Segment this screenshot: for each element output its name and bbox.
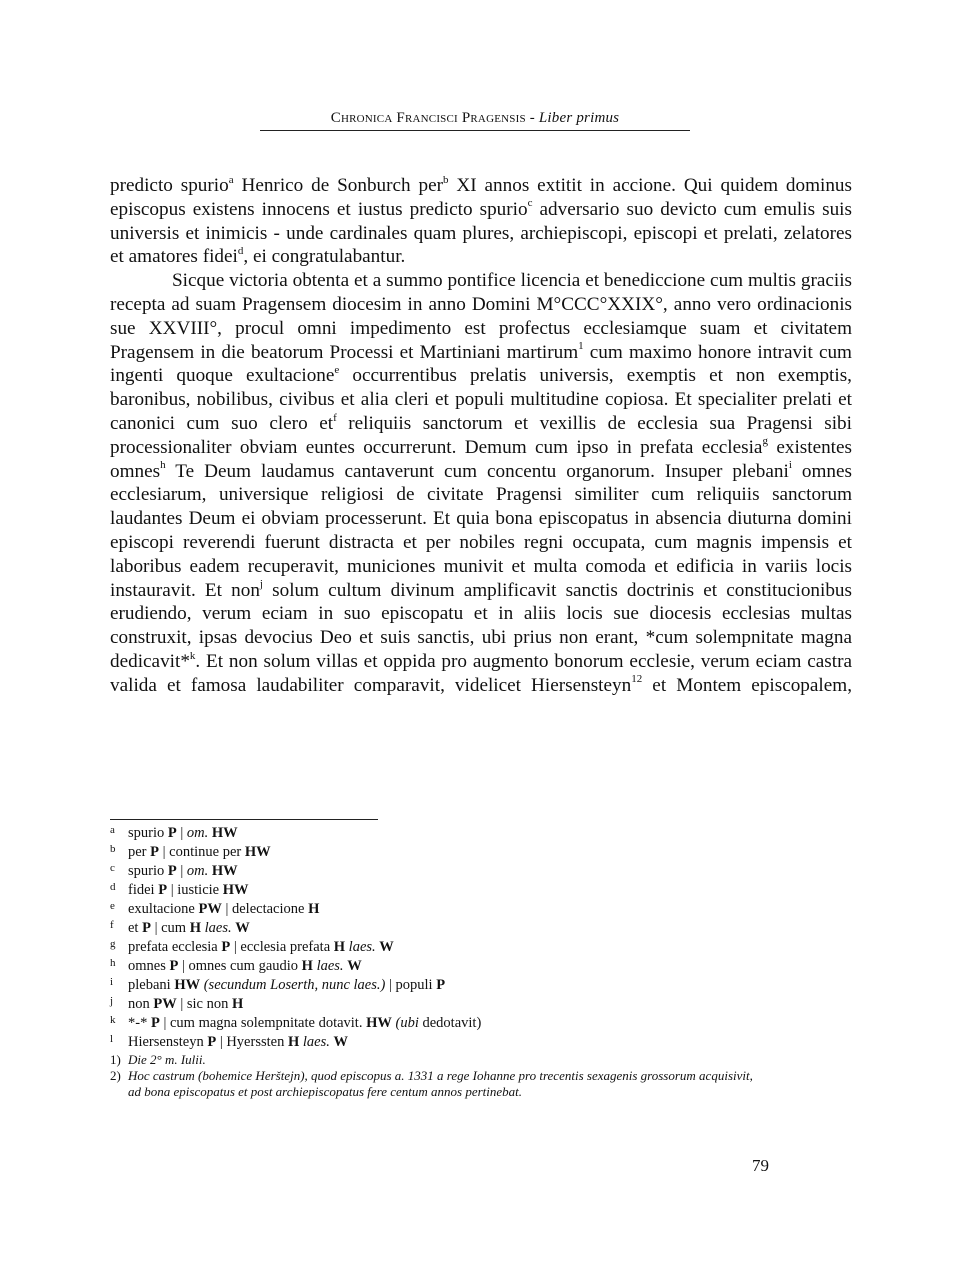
apparatus-note [110, 900, 830, 919]
paragraph: predicto spurio$^a$ Henrico de Sonburch per$^b$ XI annos extitit in accione. Qui quidem dominus episcopus existens innocens et iustus predicto spurio$^c$ adversario suo devicto cum emulis suis universis et inimicis - unde cardinales quam plures, archiepiscopi, episcopi et prelati, zelatores et amatores fidei$^d$, ei congratulabantur. [110, 173, 852, 268]
apparatus-note [110, 976, 830, 995]
apparatus-text: *-* P | cum magna solempnitate dotavit. HW (ubi dedotavit) [128, 1015, 482, 1031]
header-separator: - [525, 110, 539, 126]
apparatus-text: spurio P | om. HW [128, 863, 238, 879]
apparatus-mark: e [110, 900, 115, 912]
apparatus-note [110, 1014, 830, 1033]
note-marker: 1 [578, 340, 584, 353]
apparatus-text: spurio P | om. HW [128, 825, 238, 841]
apparatus-mark: f [110, 919, 114, 931]
apparatus-text: Hiersensteyn P | Hyerssten H laes. W [128, 1034, 348, 1050]
apparatus-mark: c [110, 862, 115, 874]
apparatus-note [110, 1033, 830, 1052]
apparatus-mark: b [110, 843, 116, 855]
note-marker: d [237, 245, 244, 257]
footnote: 1) Die 2° m. Iulii. [110, 1052, 206, 1067]
note-marker: b [443, 173, 449, 186]
apparatus-text: plebani HW (secundum Loserth, nunc laes.) | populi P [128, 977, 446, 993]
apparatus-text: fidei P | iusticie HW [128, 882, 249, 898]
apparatus-mark: g [110, 938, 116, 950]
note-marker: 12 [631, 673, 643, 686]
footnote-list [110, 1052, 830, 1100]
apparatus-text: exultacione PW | delectacione H [128, 901, 320, 917]
apparatus-note [110, 919, 830, 938]
running-header [260, 110, 690, 131]
apparatus-note [110, 843, 830, 862]
apparatus-mark: l [110, 1033, 114, 1045]
note-marker: k [189, 649, 196, 662]
apparatus-text: omnes P | omnes cum gaudio H laes. W [128, 958, 362, 974]
apparatus-text: per P | continue per HW [128, 844, 271, 860]
apparatus-text: non PW | sic non H [128, 996, 244, 1012]
apparatus-mark: i [110, 976, 114, 988]
paragraph: Sicque victoria obtenta et a summo pontifice licencia et benediccione cum multis graciis recepta ad suam Pragensem diocesim in anno Domini M°CCC°XXIX°, anno vero ordinacionis sue XXVIII°, procul omni impedimento est profectus ecclesiamque suam et civitatem Pragensem in die beatorum Processi et Martiniani martirum$^1$ cum maximo honore intravit cum ingenti quoque exultacione$^e$ occurrentibus prelatis universis, exemptis et non exemptis, baronibus, nobilibus, civibus et alia cleri et populi multitudine copiosa. Et specialiter prelati et canonici cum suo clero $et^f$ reliquiis sanctorum et vexillis de ecclesia sua Pragensi sibi processionaliter obviam euntes occurrerunt. Demum cum ipso in prefata ecclesia$^g$ existentes omnes$^h$ Te Deum laudamus cantaverunt cum concentu organorum. Insuper plebani$^i$ omnes ecclesiarum, universique religiosi de civitate Pragensi similiter cum reliquiis sanctorum laudantes Deum ei obviam processerunt. Et quia bona episcopatus in absencia diuturna domini episcopi reverendi fuerunt distracta et per nobiles regni occupata, cum magnis impensis et laboribus eadem recuperavit, municiones munivit et multa comoda et edificia in variis locis instauravit. Et non$^j$ solum cultum divinum amplificavit sanctis doctrinis et constitucionibus erudiendo, verum eciam in suo episcopatu et in aliis locis sue diocesis ecclesias multas construxit, ipsas devocius Deo et suis sanctis, ubi prius non erant, *cum solempnitate magna dedicavit*$^k$. Et non solum villas et oppida pro augmento bonorum ecclesie, verum eciam castra valida et famosa laudabiliter comparavit, videlicet Hiersensteyn$^{12}$ et Montem episcopalem, [110, 270, 852, 696]
apparatus-text: et P | cum H laes. W [128, 920, 250, 936]
footnote-divider [110, 819, 378, 820]
apparatus-list [110, 824, 830, 1052]
apparatus-mark: d [110, 881, 116, 893]
apparatus-note [110, 995, 830, 1014]
apparatus-mark: h [110, 957, 116, 969]
apparatus-mark: k [110, 1014, 116, 1026]
apparatus-note [110, 938, 830, 957]
footnote: 2) Hoc castrum (bohemice Herštejn), quod episcopus a. 1331 a rege Iohanne pro trecentis sexagenis grossorum acquisivit, ad bona episcopatus et post archiepiscopatus fere centum annos pertinebat. [110, 1068, 753, 1099]
note-marker: c [527, 197, 533, 210]
apparatus-mark: j [110, 995, 114, 1007]
note-marker: g [762, 435, 768, 448]
apparatus-note [110, 862, 830, 881]
apparatus-mark: a [110, 824, 115, 836]
apparatus-note [110, 824, 830, 843]
header-book: Liber primus [538, 110, 620, 126]
note-marker: h [160, 459, 166, 472]
note-marker: j [259, 578, 263, 591]
main-text [110, 174, 852, 698]
apparatus-note [110, 957, 830, 976]
note-marker: a [228, 173, 234, 186]
page-number: 79 [752, 1156, 769, 1175]
note-marker: e [334, 363, 340, 376]
apparatus-note [110, 881, 830, 900]
apparatus-text: prefata ecclesia P | ecclesia prefata H laes. W [128, 939, 394, 955]
header-title: Chronica Francisci Pragensis [330, 110, 526, 126]
critical-apparatus [110, 824, 830, 1100]
note-marker: i [788, 459, 792, 472]
note-marker: f [333, 411, 337, 424]
